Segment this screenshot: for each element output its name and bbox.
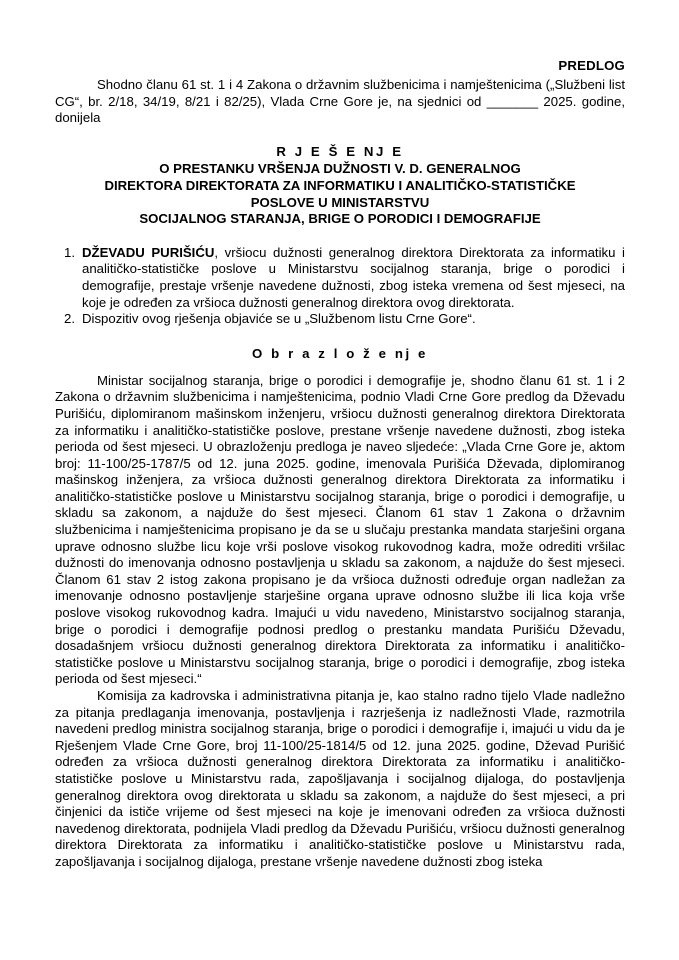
list-item-text: , vršiocu dužnosti generalnog direktora Direktorata za informatiku i analitičko-statističke poslove u Ministarstvu socijalnog staranja, brige o porodici i demografije, prestaje vršenje navedene dužnosti, zbog isteka vremena od šest mjeseci, na koje je određen za vršioca dužnosti generalnog direktora ovog direktorata. xyxy=(82,244,625,310)
section-heading-obrazlozenje: O b r a z l o ž e nj e xyxy=(252,345,428,361)
list-item-bold-lead: DŽEVADU PURIŠIĆU xyxy=(82,244,215,260)
explanation-paragraph-1: Ministar socijalnog staranja, brige o porodici i demografije je, shodno članu 61 st. 1 i 2 Zakona o državnim službenicima i namještenicima, podnio Vladi Crne Gore predlog da Dževadu Purišiću, diplomiranom mašinskom inženjeru, vršiocu dužnosti generalnog direktora Direktorata za informatiku i analitičko-statističke poslove, prestane vršenje navedene dužnosti, zbog isteka perioda od šest mjeseci. U obrazloženju predloga je naveo sljedeće: „Vlada Crne Gore je, aktom broj: 11-100/25-1787/5 od 12. juna 2025. godine, imenovala Purišića Dževada, diplomiranog mašinskog inženjera, za vršioca dužnosti generalnog direktora Direktorata za informatiku i analitičko-statističke poslove u Ministarstvu socijalnog staranja, brige o porodici i demografije, u skladu sa zakonom, a najduže do šest mjeseci. Članom 61 stav 1 Zakona o državnim službenicima i namještenicima propisano je da se u slučaju prestanka mandata starješini organa uprave odnosno službe licu koje vrši poslove visokog rukovodnog kadra, može odrediti vršilac dužnosti do imenovanja odnosno postavljenja u skladu sa zakonom, a najduže do šest mjeseci. Članom 61 stav 2 istog zakona propisano je da vršioca dužnosti određuje organ nadležan za imenovanje odnosno postavljenje starješine organa uprave odnosno službe ili lica koja vrše poslove visokog rukovodnog kadra. Imajući u vidu navedeno, Ministarstvo socijalnog staranja, brige o porodici i demografije podnosi predlog o prestanku mandata Purišiću Dževadu, dosadašnjem vršiocu dužnosti generalnog direktora Direktorata za informatiku i analitičko-statističke poslove u Ministarstvu socijalnog staranja, brige o porodici i demografije, zbog isteka perioda od šest mjeseci.“ xyxy=(55,372,625,687)
title-line-4: SOCIJALNOG STARANJA, BRIGE O PORODICI I DEMOGRAFIJE xyxy=(139,211,541,227)
list-item-number: 2. xyxy=(64,311,75,327)
list-item-text: Dispozitiv ovog rješenja objaviće se u „Službenom listu Crne Gore“. xyxy=(82,311,476,327)
decision-list xyxy=(55,245,625,328)
intro-paragraph: Shodno članu 61 st. 1 i 4 Zakona o državnim službenicima i namještenicima („Službeni list CG“, br. 2/18, 34/19, 8/21 i 82/25), Vlada Crne Gore je, na sjednici od _______ 2025. godine, donijela xyxy=(55,77,625,126)
list-item-number: 1. xyxy=(64,244,75,260)
list-item xyxy=(55,311,625,328)
title-line-3: POSLOVE U MINISTARSTVU xyxy=(250,194,430,210)
title-rjesenje: R J E Š E NJ E xyxy=(276,143,404,159)
document-type-label: PREDLOG xyxy=(558,58,625,73)
title-line-2: DIREKTORA DIREKTORATA ZA INFORMATIKU I ANALITIČKO-STATISTIČKE xyxy=(104,177,576,193)
title-line-1: O PRESTANKU VRŠENJA DUŽNOSTI V. D. GENERALNOG xyxy=(159,161,521,177)
decision-title-block xyxy=(55,144,625,228)
list-item xyxy=(55,245,625,311)
explanation-paragraph-2: Komisija za kadrovska i administrativna pitanja je, kao stalno radno tijelo Vlade nadležno za pitanja predlaganja imenovanja, postavljenja i razrješenja iz nadležnosti Vlade, razmotrila navedeni predlog ministra socijalnog staranja, brige o porodici i demografije i, imajući u vidu da je Rješenjem Vlade Crne Gore, broj 11-100/25-1814/5 od 12. juna 2025. godine, Dževad Purišić određen za vršioca dužnosti generalnog direktora Direktorata za informatiku i analitičko-statističke poslove u Ministarstvu rada, zapošljavanja i socijalnog dijaloga, do postavljenja generalnog direktora ovog direktorata u skladu sa zakonom, a najduže do šest mjeseci, a pri činjenici da ističe vrijeme od šest mjeseci na koje je imenovani određen za vršioca dužnosti navedenog direktorata, podnijela Vladi predlog da Dževadu Purišiću, vršiocu dužnosti generalnog direktora Direktorata za informatiku i analitičko-statističke poslove u Ministarstvu rada, zapošljavanja i socijalnog dijaloga, prestane vršenje navedene dužnosti zbog isteka xyxy=(55,688,625,869)
